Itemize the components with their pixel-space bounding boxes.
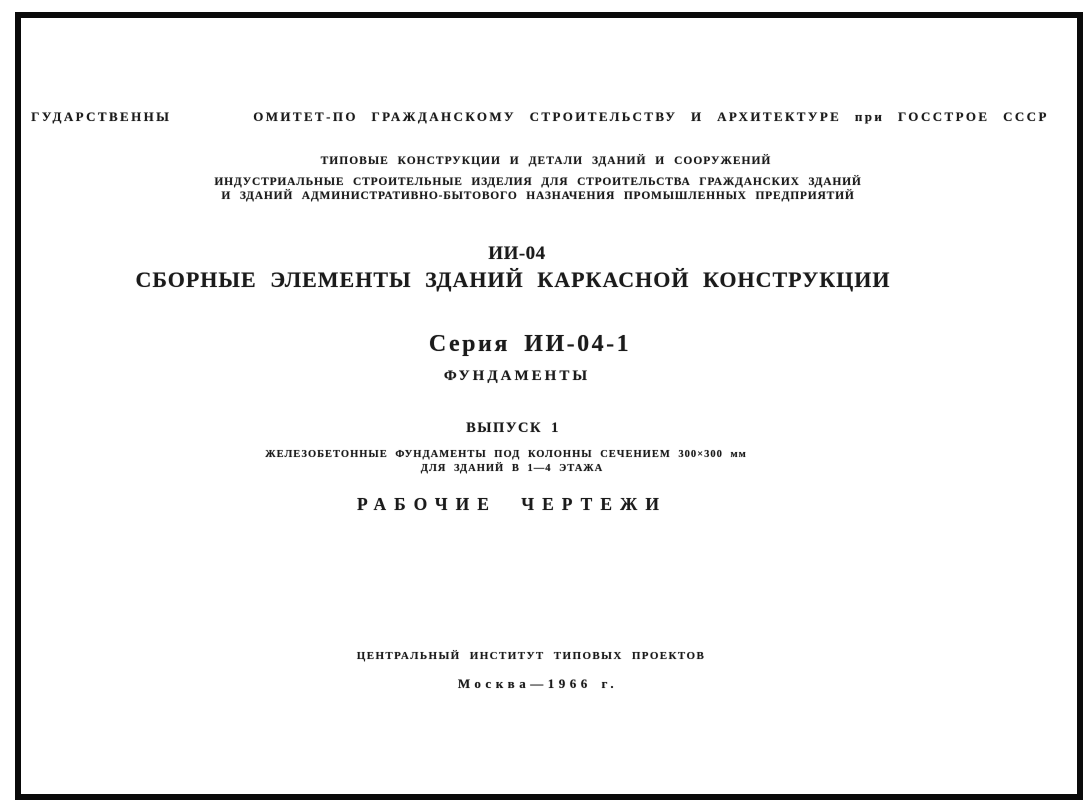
issue-description-line-2: ДЛЯ ЗДАНИЙ В 1—4 ЭТАЖА (420, 463, 604, 474)
subtitle-line-1: ИНДУСТРИАЛЬНЫЕ СТРОИТЕЛЬНЫЕ ИЗДЕЛИЯ ДЛЯ СТРОИТЕЛЬСТВА ГРАЖДАНСКИХ ЗДАНИЙ (214, 176, 862, 188)
issue-title: ВЫПУСК 1 (466, 420, 560, 436)
subtitle-line-2: И ЗДАНИЙ АДМИНИСТРАТИВНО-БЫТОВОГО НАЗНАЧЕНИЯ ПРОМЫШЛЕННЫХ ПРЕДПРИЯТИЙ (221, 190, 855, 202)
document-code: ИИ-04 (488, 243, 546, 264)
issue-description-line-1: ЖЕЛЕЗОБЕТОННЫЕ ФУНДАМЕНТЫ ПОД КОЛОННЫ СЕЧЕНИЕМ 300×300 мм (265, 449, 747, 460)
section-title: ФУНДАМЕНТЫ (443, 368, 591, 384)
main-title: СБОРНЫЕ ЭЛЕМЕНТЫ ЗДАНИЙ КАРКАСНОЙ КОНСТРУКЦИИ (135, 267, 891, 292)
series-title: Серия ИИ-04-1 (428, 331, 632, 357)
working-drawings-title: РАБОЧИЕ ЧЕРТЕЖИ (357, 494, 667, 514)
series-program-line: ТИПОВЫЕ КОНСТРУКЦИИ И ДЕТАЛИ ЗДАНИЙ И СООРУЖЕНИЙ (320, 155, 772, 167)
committee-line: ГУДАРСТВЕННЫ ОМИТЕТ-ПО ГРАЖДАНСКОМУ СТРОИТЕЛЬСТВУ И АРХИТЕКТУРЕ при ГОССТРОЕ СССР (31, 109, 1049, 124)
publisher-line: ЦЕНТРАЛЬНЫЙ ИНСТИТУТ ТИПОВЫХ ПРОЕКТОВ (356, 650, 706, 662)
place-year-line: Москва—1966 г. (457, 676, 619, 691)
